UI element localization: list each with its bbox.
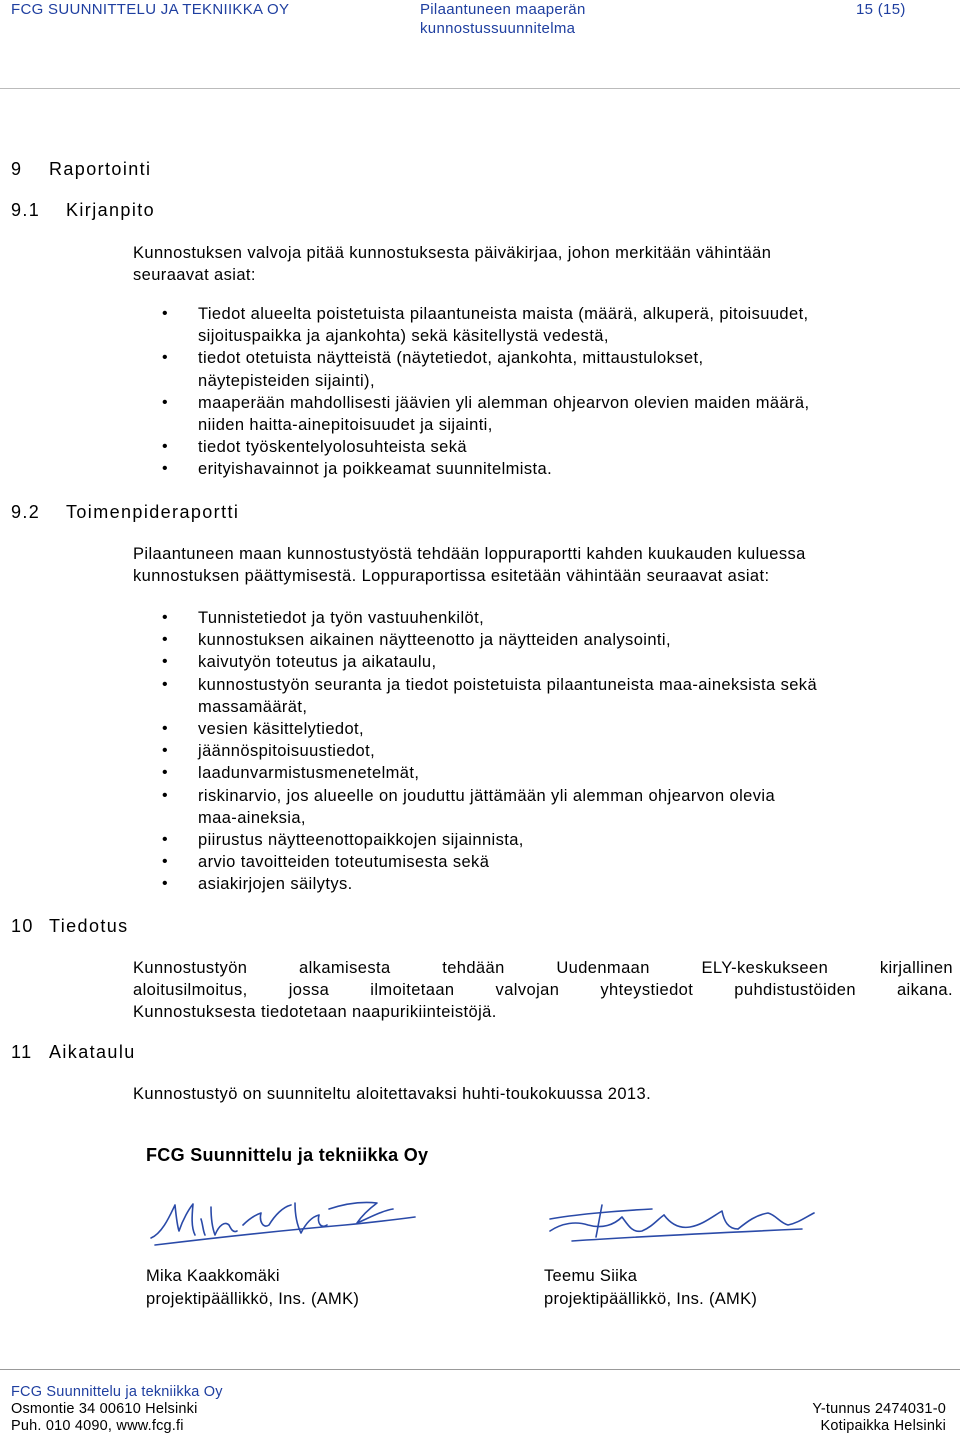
list-item: • Tiedot alueelta poistetuista pilaantuneista maista (määrä, alkuperä, pitoisuudet, sijoituspaikka ja ajankohta) sekä käsitellystä vedestä,	[133, 303, 955, 347]
kirjanpito-intro: Kunnostuksen valvoja pitää kunnostuksesta päiväkirjaa, johon merkitään vähintään seuraavat asiat:	[133, 244, 772, 284]
section-9-2-number: 9.2	[11, 502, 41, 522]
kirjanpito-list	[133, 303, 955, 481]
section-9-1-number: 9.1	[11, 200, 41, 220]
signatory-right-name: Teemu Siika	[544, 1267, 638, 1285]
list-item: • arvio tavoitteiden toteutumisesta sekä	[133, 851, 955, 873]
aikataulu-text: Kunnostustyö on suunniteltu aloitettavaksi huhti-toukokuussa 2013.	[133, 1085, 652, 1103]
list-item: • erityishavainnot ja poikkeamat suunnitelmista.	[133, 458, 955, 480]
list-item: • kaivutyön toteutus ja aikataulu,	[133, 651, 955, 673]
signatory-left	[146, 1265, 359, 1311]
list-item: • Tunnistetiedot ja työn vastuuhenkilöt,	[133, 607, 955, 629]
list-item: • jäännöspitoisuustiedot,	[133, 740, 955, 762]
section-9-2-title: Toimenpideraportti	[66, 502, 240, 522]
list-item: • laadunvarmistusmenetelmät,	[133, 762, 955, 784]
section-11-number: 11	[11, 1042, 33, 1062]
footer-left	[11, 1384, 223, 1435]
footer-right	[812, 1401, 946, 1435]
page-number: 15 (15)	[856, 1, 906, 18]
list-item: • kunnostustyön seuranta ja tiedot poistetuista pilaantuneista maa-aineksista sekä massamäärät,	[133, 674, 955, 718]
list-item: • vesien käsittelytiedot,	[133, 718, 955, 740]
section-9-title: Raportointi	[49, 159, 152, 179]
section-11-title: Aikataulu	[49, 1042, 136, 1062]
toimenpideraportti-intro: Pilaantuneen maan kunnostustyöstä tehdään loppuraportti kahden kuukauden kuluessa kunnostuksen päättymisestä. Loppuraportissa esitetään vähintään seuraavat asiat:	[133, 545, 806, 585]
header-company: FCG SUUNNITTELU JA TEKNIIKKA OY	[11, 1, 290, 18]
section-10-number: 10	[11, 916, 34, 936]
signatory-left-name: Mika Kaakkomäki	[146, 1267, 280, 1285]
footer-company: FCG Suunnittelu ja tekniikka Oy	[11, 1384, 223, 1400]
footer-kotipaikka: Kotipaikka Helsinki	[820, 1418, 946, 1434]
signature-mika-kaakkomaki	[145, 1195, 420, 1250]
list-item: • asiakirjojen säilytys.	[133, 873, 955, 895]
footer-divider	[0, 1369, 960, 1370]
header-divider	[0, 88, 960, 89]
footer-ytunnus: Y-tunnus 2474031-0	[812, 1401, 946, 1417]
section-10-title: Tiedotus	[49, 916, 129, 936]
list-item: • riskinarvio, jos alueelle on jouduttu jättämään yli alemman ohjearvon olevia maa-aineksia,	[133, 785, 955, 829]
header-doc-title-line1: Pilaantuneen maaperän	[420, 1, 586, 18]
toimenpideraportti-list	[133, 607, 955, 896]
tiedotus-text: Kunnostustyön alkamisesta tehdään Uudenmaan ELY-keskukseen kirjallinen aloitusilmoitus, jossa ilmoitetaan valvojan yhteystiedot puhdistustöiden aikana. Kunnostuksesta tiedotetaan naapurikiinteistöjä.	[133, 959, 953, 1021]
footer-contact: Puh. 010 4090, www.fcg.fi	[11, 1418, 184, 1434]
list-item: • kunnostuksen aikainen näytteenotto ja näytteiden analysointi,	[133, 629, 955, 651]
signature-company: FCG Suunnittelu ja tekniikka Oy	[146, 1145, 429, 1165]
signatory-left-title: projektipäällikkö, Ins. (AMK)	[146, 1290, 360, 1308]
list-item: • maaperään mahdollisesti jäävien yli alemman ohjearvon olevien maiden määrä, niiden haitta-ainepitoisuudet ja sijainti,	[133, 392, 955, 436]
list-item: • tiedot työskentelyolosuhteista sekä	[133, 436, 955, 458]
signature-teemu-siika	[542, 1195, 822, 1250]
list-item: • tiedot otetuista näytteistä (näytetiedot, ajankohta, mittaustulokset, näytepisteiden sijainti),	[133, 347, 955, 391]
signatory-right-title: projektipäällikkö, Ins. (AMK)	[544, 1290, 758, 1308]
signatory-right	[544, 1265, 757, 1311]
section-9-number: 9	[11, 159, 23, 179]
section-9-1-title: Kirjanpito	[66, 200, 156, 220]
footer-address: Osmontie 34 00610 Helsinki	[11, 1401, 198, 1417]
header-doc-title-line2: kunnostussuunnitelma	[420, 20, 576, 37]
list-item: • piirustus näytteenottopaikkojen sijainnista,	[133, 829, 955, 851]
